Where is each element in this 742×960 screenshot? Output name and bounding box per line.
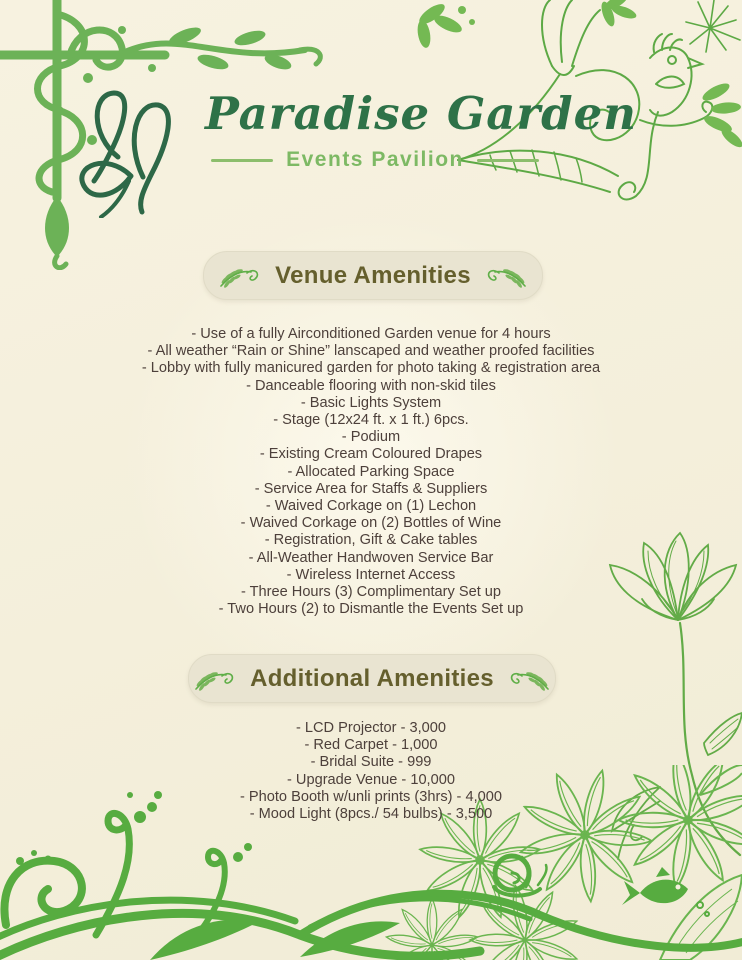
- list-item: - Allocated Parking Space: [287, 463, 455, 480]
- list-item: - Mood Light (8pcs./ 54 bulbs) - 3,500: [249, 806, 493, 823]
- fern-flourish-left-icon: [192, 665, 236, 693]
- venue-amenities-list: [51, 326, 691, 618]
- list-item: - Wireless Internet Access: [286, 566, 456, 583]
- list-item: - LCD Projector - 3,000: [295, 720, 447, 736]
- subtitle-line-left: [211, 159, 273, 162]
- list-item: - Upgrade Venue - 10,000: [287, 771, 455, 788]
- fern-flourish-right-icon: [508, 665, 552, 693]
- subtitle-row: [205, 148, 545, 172]
- list-item: - Three Hours (3) Complimentary Set up: [240, 584, 502, 601]
- list-item: - Waived Corkage on (1) Lechon: [265, 498, 477, 515]
- additional-amenities-heading: Additional Amenities: [250, 664, 494, 692]
- fern-flourish-left-icon: [217, 262, 261, 290]
- additional-amenities-list: [51, 720, 691, 823]
- list-item: - Basic Lights System: [300, 394, 442, 411]
- subtitle-line-right: [477, 159, 539, 162]
- list-item: - Waived Corkage on (2) Bottles of Wine: [240, 515, 502, 532]
- list-item: - All-Weather Handwoven Service Bar: [248, 549, 494, 566]
- page-subtitle: Events Pavilion: [286, 148, 464, 171]
- list-item: - Podium: [341, 429, 401, 446]
- list-item: - Stage (12x24 ft. x 1 ft.) 6pcs.: [273, 412, 469, 429]
- list-item: - Red Carpet - 1,000: [304, 737, 438, 754]
- butterfly-leaf-logo-icon: [55, 78, 195, 218]
- venue-amenities-heading-pill: [203, 251, 543, 300]
- list-item: - Existing Cream Coloured Drapes: [259, 446, 483, 463]
- list-item: - Photo Booth w/unli prints (3hrs) - 4,000: [239, 788, 502, 805]
- header: [205, 87, 637, 172]
- page-title: Paradise Garden: [205, 87, 637, 140]
- list-item: - Registration, Gift & Cake tables: [264, 532, 478, 549]
- list-item: - Service Area for Staffs & Suppliers: [254, 480, 488, 497]
- fern-flourish-right-icon: [485, 262, 529, 290]
- list-item: - Danceable flooring with non-skid tiles: [246, 377, 496, 394]
- additional-amenities-heading-pill: [188, 654, 556, 703]
- list-item: - All weather “Rain or Shine” lanscaped and weather proofed facilities: [147, 343, 595, 360]
- list-item: - Lobby with fully manicured garden for photo taking & registration area: [141, 360, 601, 377]
- list-item: - Use of a fully Airconditioned Garden venue for 4 hours: [191, 326, 551, 342]
- list-item: - Bridal Suite - 999: [310, 754, 432, 771]
- list-item: - Two Hours (2) to Dismantle the Events Set up: [218, 601, 524, 618]
- venue-amenities-heading: Venue Amenities: [275, 261, 471, 289]
